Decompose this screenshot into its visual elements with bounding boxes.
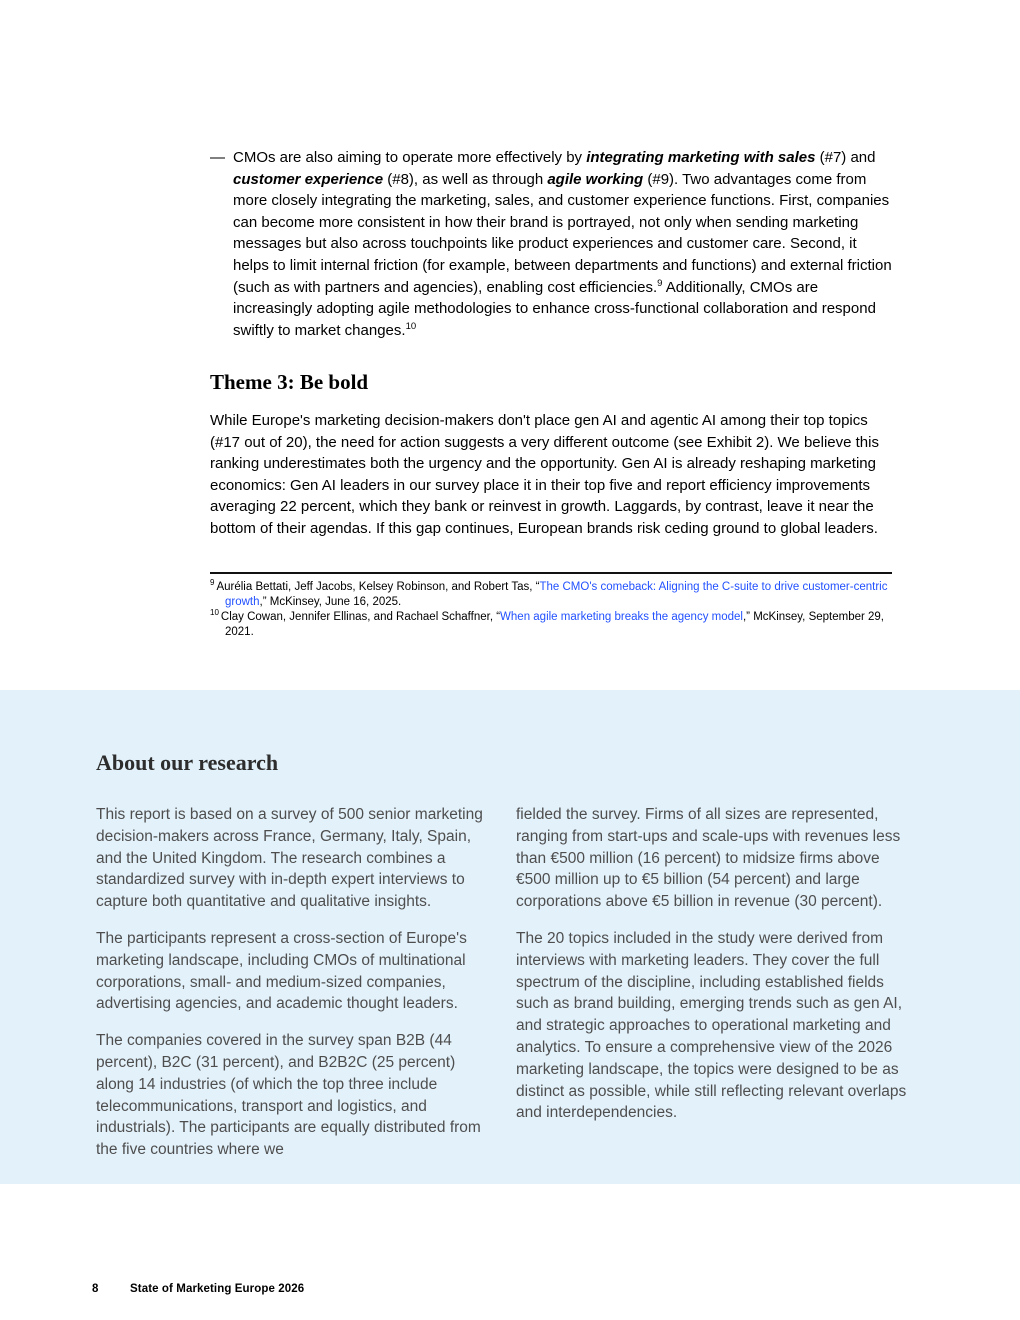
bullet-item xyxy=(210,147,894,341)
footnote-text: ,” McKinsey, June 16, 2025. xyxy=(259,596,402,608)
about-paragraph: The participants represent a cross-section of Europe's marketing landscape, including CMOs of multinational corporations, small- and medium-sized companies, advertising agencies, and academic thought leaders. xyxy=(96,929,467,1013)
footnote-ref-10: 10 xyxy=(405,320,417,332)
about-our-research-section xyxy=(0,690,1020,1184)
about-paragraph: The companies covered in the survey span B2B (44 percent), B2C (31 percent), and B2B2C (25 percent) along 14 industries (of which the top three include telecommunications, transport and logistics, and industrials). The participants are equally distributed from the five countries where we xyxy=(96,1032,481,1159)
theme-paragraph: While Europe's marketing decision-makers don't place gen AI and agentic AI among their top topics (#17 out of 20), the need for action suggests a very different outcome (see Exhibit 2). We believe this ranking underestimates both the urgency and the opportunity. Gen AI is already reshaping marketing economics: Gen AI leaders in our survey place it in their top five and report efficiency improvements averaging 22 percent, which they bank or reinvest in growth. Laggards, by contrast, leave it near the bottom of their agendas. If this gap continues, European brands risk ceding ground to global leaders. xyxy=(210,412,879,537)
about-paragraph: fielded the survey. Firms of all sizes are represented, ranging from start-ups and scale-ups with revenues less than €500 million (16 percent) to midsize firms above €500 million up to €5 billion (54 percent) and large corporations above €5 billion in revenue (30 percent). xyxy=(516,806,901,911)
report-title: State of Marketing Europe 2026 xyxy=(130,1283,305,1295)
footnote-9 xyxy=(210,580,892,610)
footnote-10 xyxy=(210,610,892,640)
theme-heading: Theme 3: Be bold xyxy=(210,370,369,394)
bullet-segment-emphasis: agile working xyxy=(547,170,644,188)
footnote-ref-9: 9 xyxy=(657,277,663,289)
about-paragraph: This report is based on a survey of 500 senior marketing decision-makers across France, Germany, Italy, Spain, and the United Kingdom. The research combines a standardized survey with in-depth expert interviews to capture both quantitative and qualitative insights. xyxy=(96,806,483,911)
footnote-text: ,” McKinsey, September 29, 2021. xyxy=(225,611,885,638)
main-content xyxy=(210,147,894,341)
bullet-text xyxy=(233,147,894,341)
about-left-column xyxy=(96,804,488,1161)
bullet-segment-emphasis: customer experience xyxy=(233,170,384,188)
footnote-number: 10 xyxy=(210,608,219,618)
page-number: 8 xyxy=(92,1283,99,1295)
footnote-link[interactable]: The CMO's comeback: Aligning the C-suite to drive customer-centric growth xyxy=(225,581,888,608)
footnotes-block xyxy=(210,572,892,640)
footnote-text: Aurélia Bettati, Jeff Jacobs, Kelsey Robinson, and Robert Tas, “ xyxy=(216,581,540,593)
about-paragraph: The 20 topics included in the study were derived from interviews with marketing leaders. They cover the full spectrum of the discipline, including established fields such as brand building, emerging trends such as gen AI, and strategic approaches to operational marketing and analytics. To ensure a comprehensive view of the 2026 marketing landscape, the topics were designed to be as distinct as possible, while still reflecting relevant overlaps and interdependencies. xyxy=(516,929,907,1122)
bullet-segment: CMOs are also aiming to operate more effectively by xyxy=(233,149,587,166)
bullet-segment: (#7) and xyxy=(815,149,876,166)
bullet-segment: (#9). Two advantages come from more closely integrating the marketing, sales, and customer experience functions. First, companies can become more consistent in how their brand is portrayed, not only when sending marketing messages but also across touchpoints like product experiences and customer care. Second, it helps to limit internal friction (for example, between departments and functions) and external friction (such as with partners and agencies), enabling cost efficiencies. xyxy=(233,170,892,296)
bullet-segment: Additionally, CMOs are increasingly adopting agile methodologies to enhance cross-functional collaboration and respond swiftly to market changes. xyxy=(233,278,876,339)
bullet-segment-emphasis: integrating marketing with sales xyxy=(586,149,816,166)
page-footer xyxy=(92,1283,304,1295)
about-right-column xyxy=(516,804,908,1161)
bullet-segment: (#8), as well as through xyxy=(383,170,548,188)
footnote-divider xyxy=(210,572,892,574)
bullet-dash: — xyxy=(210,149,225,166)
footnote-number: 9 xyxy=(210,578,215,588)
footnote-link[interactable]: When agile marketing breaks the agency model xyxy=(500,611,743,623)
about-heading: About our research xyxy=(96,750,279,775)
footnote-text: Clay Cowan, Jennifer Ellinas, and Rachael Schaffner, “ xyxy=(220,611,501,623)
about-columns xyxy=(96,804,908,1161)
